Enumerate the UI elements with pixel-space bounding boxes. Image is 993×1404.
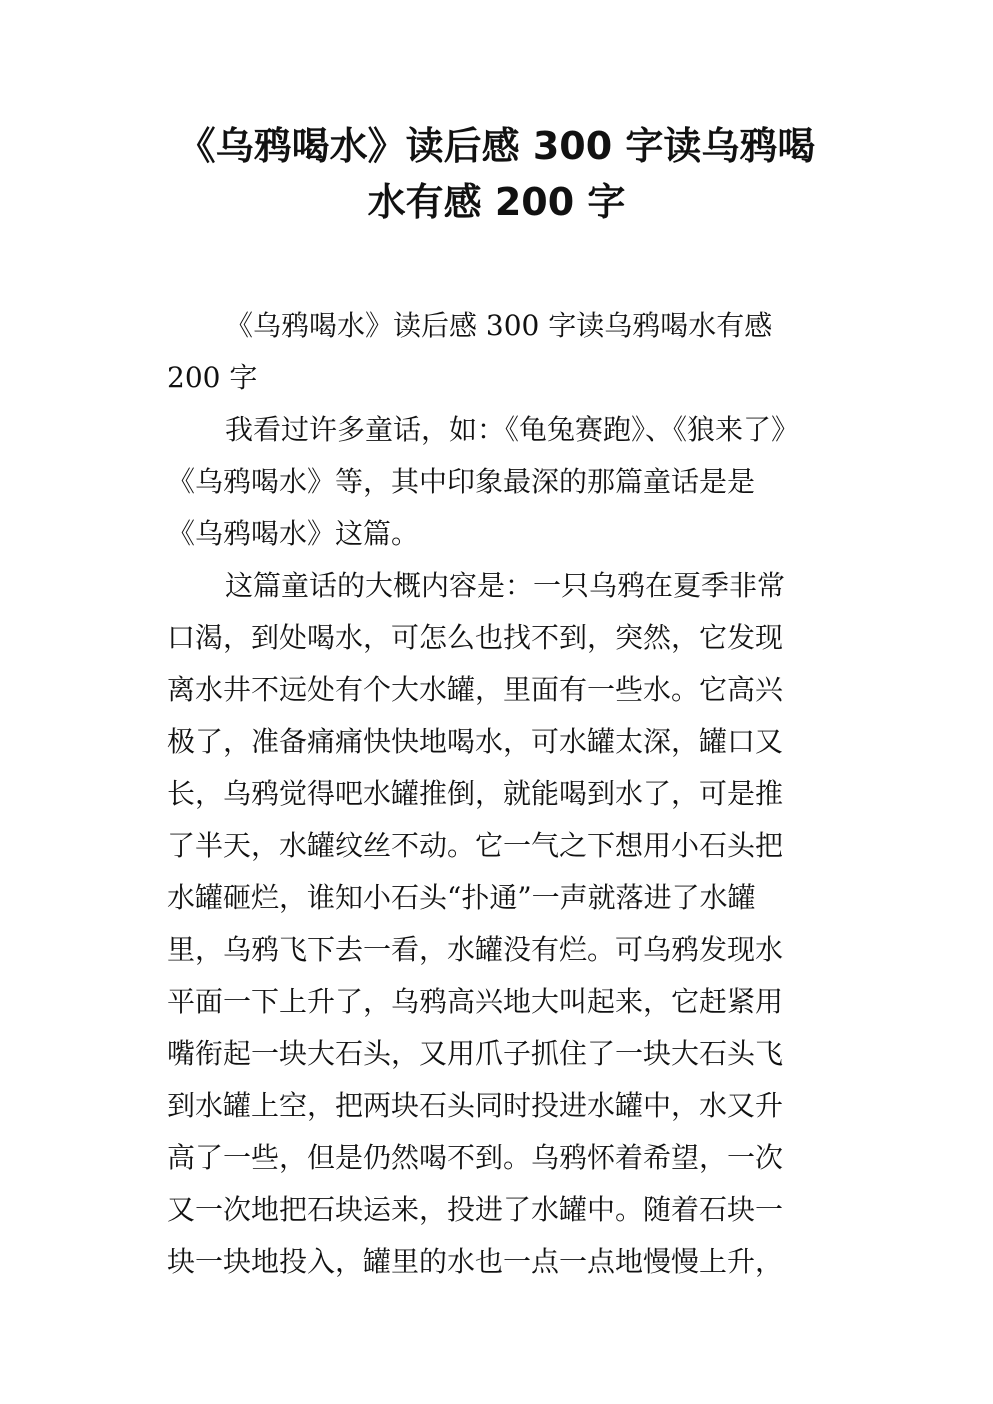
paragraph-3 [167, 560, 837, 1288]
paragraph-line: 高了一些，但是仍然喝不到。乌鸦怀着希望，一次 [167, 1141, 784, 1174]
document-title [160, 118, 833, 230]
paragraph-line: 口渴，到处喝水，可怎么也找不到，突然，它发现 [167, 621, 784, 654]
paragraph-1 [167, 300, 837, 404]
paragraph-line: 离水井不远处有个大水罐，里面有一些水。它高兴 [167, 673, 784, 706]
paragraph-line: 里，乌鸦飞下去一看，水罐没有烂。可乌鸦发现水 [167, 933, 784, 966]
paragraph-line: 块一块地投入，罐里的水也一点一点地慢慢上升， [167, 1245, 784, 1278]
paragraph-line: 200 字 [167, 361, 258, 394]
paragraph-line: 嘴衔起一块大石头，又用爪子抓住了一块大石头飞 [167, 1037, 784, 1070]
paragraph-2 [167, 404, 837, 560]
document-body [167, 300, 837, 1288]
paragraph-line: 又一次地把石块运来，投进了水罐中。随着石块一 [167, 1193, 784, 1226]
paragraph-line: 《乌鸦喝水》等，其中印象最深的那篇童话是是 [167, 465, 756, 498]
paragraph-line: 平面一下上升了，乌鸦高兴地大叫起来，它赶紧用 [167, 985, 784, 1018]
paragraph-line: 我看过许多童话，如：《龟兔赛跑》、《狼来了》 [225, 413, 800, 446]
paragraph-line: 极了，准备痛痛快快地喝水，可水罐太深，罐口又 [167, 725, 784, 758]
paragraph-line: 了半天，水罐纹丝不动。它一气之下想用小石头把 [167, 829, 784, 862]
paragraph-line: 水罐砸烂，谁知小石头“扑通”一声就落进了水罐 [167, 881, 756, 914]
paragraph-line: 这篇童话的大概内容是：一只乌鸦在夏季非常 [225, 569, 786, 602]
title-line: 《乌鸦喝水》读后感 300 字读乌鸦喝 [177, 124, 816, 168]
paragraph-line: 《乌鸦喝水》这篇。 [167, 517, 420, 550]
paragraph-line: 《乌鸦喝水》读后感 300 字读乌鸦喝水有感 [225, 309, 773, 342]
title-line: 水有感 200 字 [367, 180, 626, 224]
paragraph-line: 到水罐上空，把两块石头同时投进水罐中，水又升 [167, 1089, 784, 1122]
paragraph-line: 长，乌鸦觉得吧水罐推倒，就能喝到水了，可是推 [167, 777, 784, 810]
